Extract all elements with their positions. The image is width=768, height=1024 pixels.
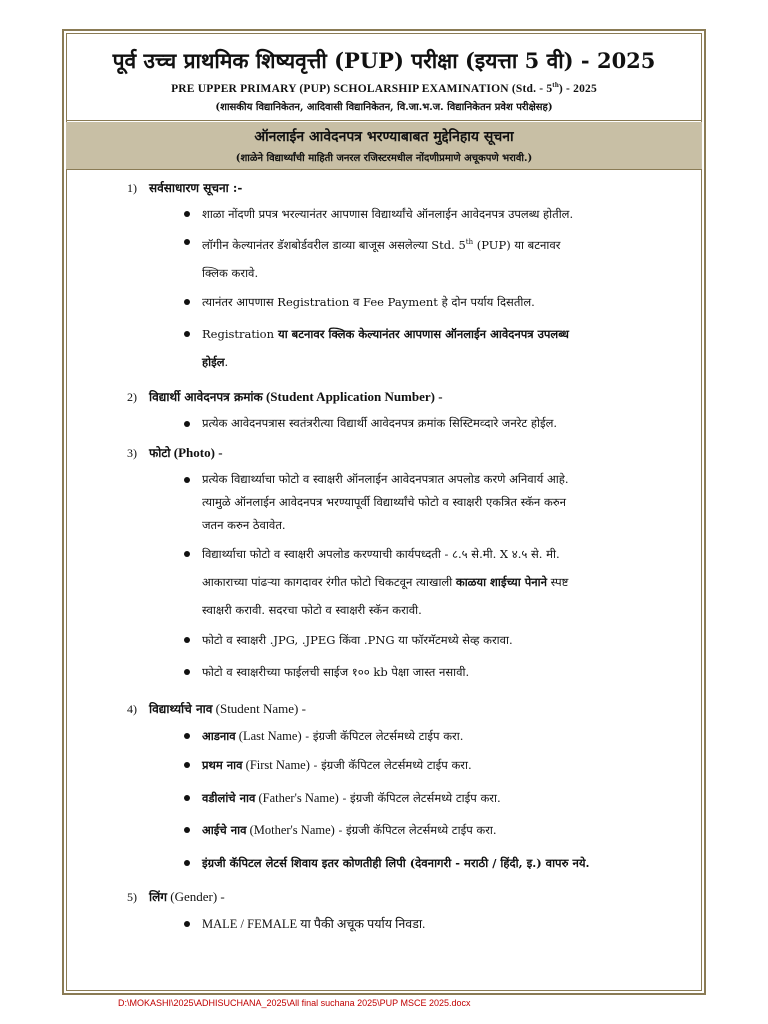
page-title-english: PRE UPPER PRIMARY (PUP) SCHOLARSHIP EXAMINATION (Std. - 5th) - 2025 bbox=[171, 81, 597, 95]
page-title: पूर्व उच्च प्राथमिक शिष्यवृत्ती (PUP) परीक्षा (इयत्ता 5 वी) - 2025 bbox=[112, 48, 656, 73]
list-item: प्रत्येक आवेदनपत्रास स्वतंत्ररीत्या विद्यार्थी आवेदनपत्र क्रमांक सिस्टिमव्दारे जनरेट होईल. bbox=[202, 412, 642, 435]
list-item: इंग्रजी कॅपिटल लेटर्स शिवाय इतर कोणतीही लिपी (देवनागरी - मराठी / हिंदी, इ.) वापरु नये. bbox=[202, 849, 642, 877]
list-item: शाळा नोंदणी प्रपत्र भरल्यानंतर आपणास विद्यार्थ्यांचे ऑनलाईन आवेदनपत्र उपलब्ध होतील. bbox=[202, 200, 642, 228]
list-item: विद्यार्थ्याचा फोटो व स्वाक्षरी अपलोड करण्याची कार्यपध्दती - ८.५ से.मी. X ४.५ से. मी. आकाराच्या पांढऱ्या कागदावर रंगीत फोटो चिकटवून त्याखाली काळया शाईच्या पेनाने स्पष्ट स्वाक्षरी करावी. सदरचा फोटो व स्वाक्षरी स्कॅन करावी. bbox=[202, 540, 642, 624]
file-path-footer: D:\MOKASHI\2025\ADHISUCHANA_2025\All final suchana 2025\PUP MSCE 2025.docx bbox=[118, 998, 471, 1008]
list-item: लॉगीन केल्यानंतर डॅशबोर्डवरील डाव्या बाजूस असलेल्या Std. 5th (PUP) या बटनावर क्लिक करावे. bbox=[202, 228, 642, 287]
list-item: फोटो व स्वाक्षरी .JPG, .JPEG किंवा .PNG या फॉरमॅटमध्ये सेव्ह करावा. bbox=[202, 626, 642, 654]
banner-title: ऑनलाईन आवेदनपत्र भरण्याबाबत मुद्देनिहाय सूचना bbox=[254, 129, 514, 145]
banner-subtitle: (शाळेने विद्यार्थ्यांची माहिती जनरल रजिस्टरमधील नोंदणीप्रमाणे अचूकपणे भरावी.) bbox=[235, 153, 533, 164]
list-item: त्यानंतर आपणास Registration व Fee Payment हे दोन पर्याय दिसतील. bbox=[202, 288, 642, 316]
section-application-number: 2) विद्यार्थी आवेदनपत्र क्रमांक (Student Application Number) - bbox=[127, 389, 443, 404]
page-subtitle: (शासकीय विद्यानिकेतन, आदिवासी विद्यानिकेतन, वि.जा.भ.ज. विद्यानिकेतन प्रवेश परीक्षेसह) bbox=[215, 102, 553, 113]
list-item: प्रथम नाव (First Name) - इंग्रजी कॅपिटल लेटर्समध्ये टाईप करा. bbox=[202, 751, 642, 779]
section-general-instructions: 1) सर्वसाधारण सूचना :- bbox=[127, 181, 243, 195]
section-student-name: 4) विद्यार्थ्याचे नाव (Student Name) - bbox=[127, 701, 306, 716]
list-item: MALE / FEMALE या पैकी अचूक पर्याय निवडा. bbox=[202, 910, 642, 938]
list-item: प्रत्येक विद्यार्थ्याचा फोटो व स्वाक्षरी ऑनलाईन आवेदनपत्रात अपलोड करणे अनिवार्य आहे. त्यामुळे ऑनलाईन आवेदनपत्र भरण्यापूर्वी विद्यार्थ्यांचे फोटो व स्वाक्षरी एकत्रित स्कॅन करुन जतन करुन ठेवावेत. bbox=[202, 468, 642, 537]
section-photo: 3) फोटो (Photo) - bbox=[127, 445, 223, 460]
list-item: आडनाव (Last Name) - इंग्रजी कॅपिटल लेटर्समध्ये टाईप करा. bbox=[202, 722, 642, 750]
section-gender: 5) लिंग (Gender) - bbox=[127, 889, 225, 904]
list-item: फोटो व स्वाक्षरीच्या फाईलची साईज १०० kb पेक्षा जास्त नसावी. bbox=[202, 658, 642, 686]
list-item: आईचे नाव (Mother's Name) - इंग्रजी कॅपिटल लेटर्समध्ये टाईप करा. bbox=[202, 816, 642, 844]
list-item: वडीलांचे नाव (Father's Name) - इंग्रजी कॅपिटल लेटर्समध्ये टाईप करा. bbox=[202, 784, 642, 812]
list-item: Registration या बटनावर क्लिक केल्यानंतर आपणास ऑनलाईन आवेदनपत्र उपलब्ध होईल. bbox=[202, 320, 642, 376]
